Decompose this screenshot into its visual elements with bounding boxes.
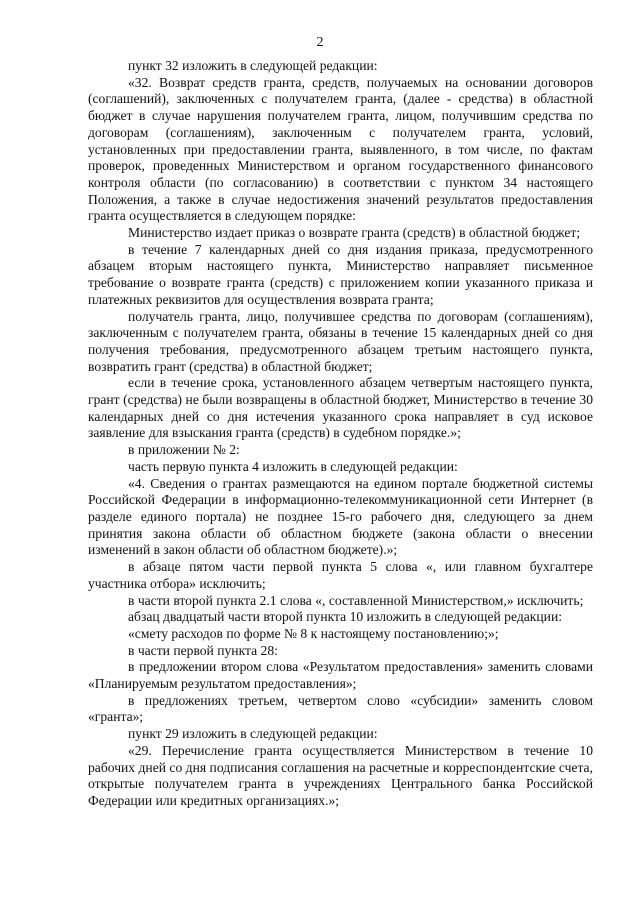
paragraph-3: Министерство издает приказ о возврате гранта (средств) в областной бюджет; xyxy=(128,225,581,241)
paragraph-8: часть первую пункта 4 изложить в следующей редакции: xyxy=(128,458,458,474)
paragraph-7: в приложении № 2: xyxy=(128,442,240,458)
paragraph-2: «32. Возврат средств гранта, средств, получаемых на основании договоров (соглашений), заключенных с получателем гранта, (далее - средства) в областной бюджет в случае нарушения получателем гранта, лицом, получившим средства по договорам (соглашениям), заключенным с получателем гранта, условий, установленных при предоставлении гранта, выявленного, в том числе, по фактам проверок, проведенных Министерством и органом государственного финансового контроля области (по согласованию) в соответствии с пунктом 34 настоящего Положения, а также в случае недостижения значений результатов предоставления гранта осуществляется в следующем порядке: xyxy=(88,74,593,224)
page-number: 2 xyxy=(316,35,324,50)
paragraph-13: «смету расходов по форме № 8 к настоящему постановлению;»; xyxy=(128,625,499,641)
paragraph-14: в части первой пункта 28: xyxy=(128,642,278,658)
paragraph-16: в предложениях третьем, четвертом слово «субсидии» заменить словом «гранта»; xyxy=(88,692,593,725)
paragraph-5: получатель гранта, лицо, получившее средства по договорам (соглашениям), заключенным с получателем гранта, обязаны в течение 15 календарных дней со дня получения требования, предусмотренного абзацем третьим настоящего пункта, возвратить грант (средства) в областной бюджет; xyxy=(88,308,593,374)
paragraph-15: в предложении втором слова «Результатом предоставления» заменить словами «Планируемым результатом предоставления»; xyxy=(88,659,593,692)
paragraph-4: в течение 7 календарных дней со дня издания приказа, предусмотренного абзацем вторым настоящего пункта, Министерство направляет письменное требование о возврате гранта (средств) с приложением копии указанного приказа и платежных реквизитов для осуществления возврата гранта; xyxy=(88,241,593,307)
paragraph-10: в абзаце пятом части первой пункта 5 слова «, или главном бухгалтере участника отбора» исключить; xyxy=(88,559,593,591)
paragraph-17: пункт 29 изложить в следующей редакции: xyxy=(128,726,378,742)
paragraph-6: если в течение срока, установленного абзацем четвертым настоящего пункта, грант (средства) не были возвращены в областной бюджет, Министерство в течение 30 календарных дней со дня истечения указанного срока направляет в суд исковое заявление для взыскания гранта (средств) в судебном порядке.»; xyxy=(88,375,593,441)
paragraph-12: абзац двадцатый части второй пункта 10 изложить в следующей редакции: xyxy=(128,609,562,625)
document-body xyxy=(88,58,593,810)
paragraph-1: пункт 32 изложить в следующей редакции: xyxy=(128,58,378,73)
paragraph-18: «29. Перечисление гранта осуществляется Министерством в течение 10 рабочих дней со дня подписания соглашения на расчетные и корреспондентские счета, открытые получателем гранта в учреждениях Центрального банка Российской Федерации или кредитных организациях.»; xyxy=(88,742,593,808)
paragraph-9: «4. Сведения о грантах размещаются на едином портале бюджетной системы Российской Федерации в информационно-телекоммуникационной сети Интернет (в разделе единого портала) не позднее 15-го рабочего дня, следующего за днем принятия закона области об областном бюджете (закона области о внесении изменений в закон области об областном бюджете).»; xyxy=(88,475,593,558)
paragraph-11: в части второй пункта 2.1 слова «, составленной Министерством,» исключить; xyxy=(128,592,584,608)
